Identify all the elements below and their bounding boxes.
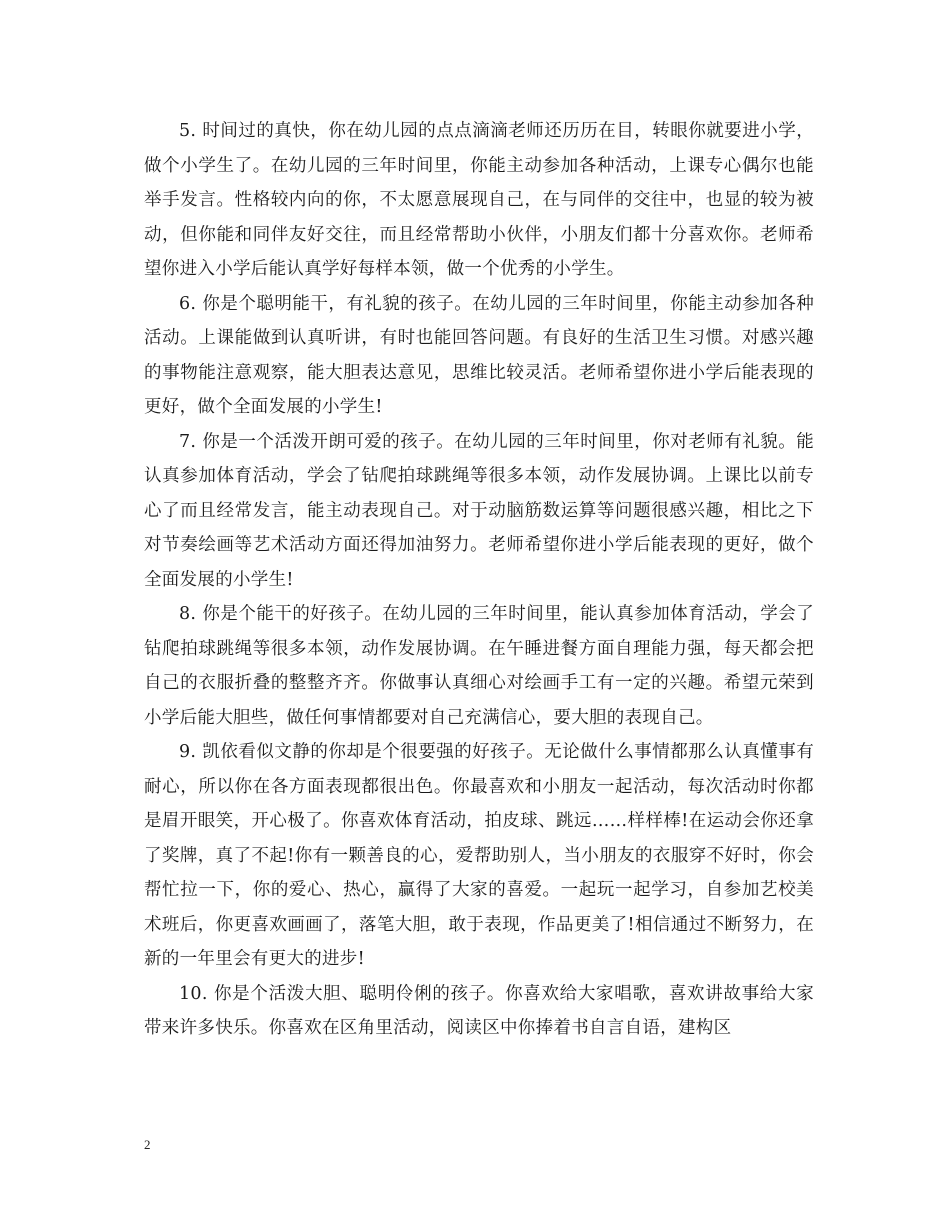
paragraph-6: 6. 你是个聪明能干，有礼貌的孩子。在幼儿园的三年时间里，你能主动参加各种活动。上课能做到认真听讲，有时也能回答问题。有良好的生活卫生习惯。对感兴趣的事物能注意观察，能大胆表达意见，思维比较灵活。老师希望你进小学后能表现的更好，做个全面发展的小学生!	[144, 293, 814, 417]
page-number: 2	[144, 1137, 151, 1152]
paragraph-9: 9. 凯依看似文静的你却是个很要强的好孩子。无论做什么事情都那么认真懂事有耐心，所以你在各方面表现都很出色。你最喜欢和小朋友一起活动，每次活动时你都是眉开眼笑，开心极了。你喜欢体育活动，拍皮球、跳远……样样棒!在运动会你还拿了奖牌，真了不起!你有一颗善良的心，爱帮助别人，当小朋友的衣服穿不好时，你会帮忙拉一下，你的爱心、热心，赢得了大家的喜爱。一起玩一起学习，自参加艺校美术班后，你更喜欢画画了，落笔大胆，敢于表现，作品更美了!相信通过不断努力，在新的一年里会有更大的进步!	[144, 742, 814, 969]
paragraph-5: 5. 时间过的真快，你在幼儿园的点点滴滴老师还历历在目，转眼你就要进小学，做个小学生了。在幼儿园的三年时间里，你能主动参加各种活动，上课专心偶尔也能举手发言。性格较内向的你，不太愿意展现自己，在与同伴的交往中，也显的较为被动，但你能和同伴友好交往，而且经常帮助小伙伴，小朋友们都十分喜欢你。老师希望你进入小学后能认真学好每样本领，做一个优秀的小学生。	[144, 121, 814, 279]
paragraph-7: 7. 你是一个活泼开朗可爱的孩子。在幼儿园的三年时间里，你对老师有礼貌。能认真参加体育活动，学会了钻爬拍球跳绳等很多本领，动作发展协调。上课比以前专心了而且经常发言，能主动表现自己。对于动脑筋数运算等问题很感兴趣，相比之下对节奏绘画等艺术活动方面还得加油努力。老师希望你进小学后能表现的更好，做个全面发展的小学生!	[144, 431, 814, 590]
paragraph-8: 8. 你是个能干的好孩子。在幼儿园的三年时间里，能认真参加体育活动，学会了钻爬拍球跳绳等很多本领，动作发展协调。在午睡进餐方面自理能力强，每天都会把自己的衣服折叠的整整齐齐。你做事认真细心对绘画手工有一定的兴趣。希望元荣到小学后能大胆些，做任何事情都要对自己充满信心，要大胆的表现自己。	[144, 604, 814, 728]
paragraph-10: 10. 你是个活泼大胆、聪明伶俐的孩子。你喜欢给大家唱歌，喜欢讲故事给大家带来许多快乐。你喜欢在区角里活动，阅读区中你捧着书自言自语，建构区	[144, 983, 814, 1038]
document-body	[144, 114, 814, 1046]
